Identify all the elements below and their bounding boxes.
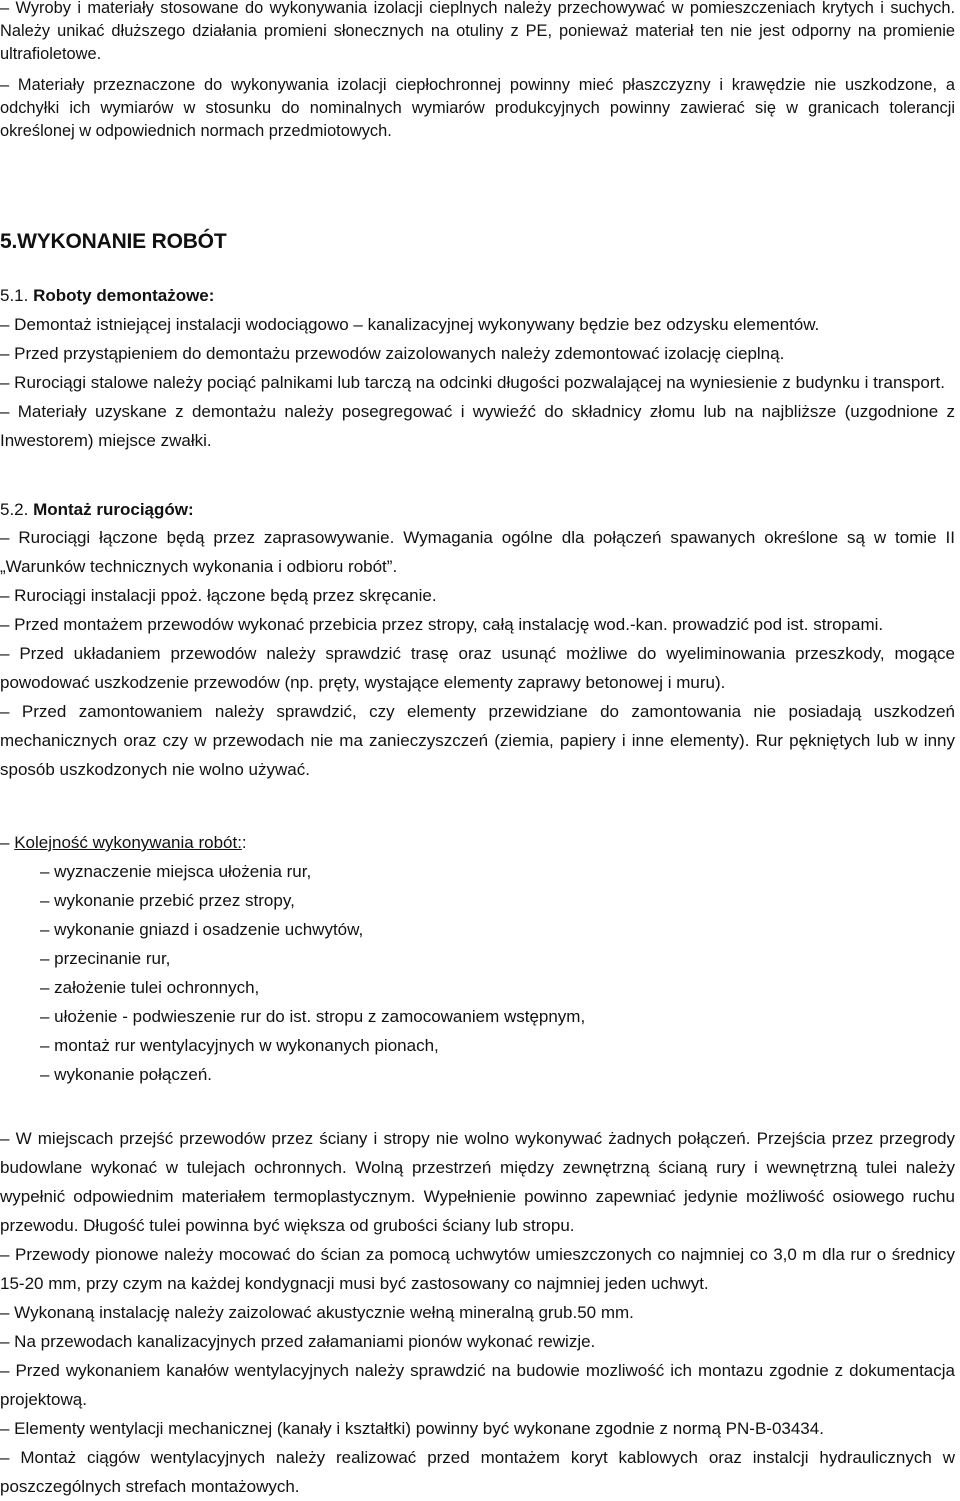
list-item: – Rurociągi łączone będą przez zaprasowywanie. Wymagania ogólne dla połączeń spawanych określone są w tomie II „Warunków technicznych wykonania i odbioru robót”. <box>0 528 955 576</box>
notes-list <box>0 1124 955 1501</box>
list-item: – Montaż ciągów wentylacyjnych należy realizować przed montażem koryt kablowych oraz instalcji hydraulicznych w poszczególnych strefach montażowych. <box>0 1448 955 1496</box>
order-item: – wykonanie gniazd i osadzenie uchwytów, <box>40 920 364 939</box>
order-colon: : <box>241 833 247 852</box>
list-item: – Elementy wentylacji mechanicznej (kanały i kształtki) powinny być wykonane zgodnie z normą PN-B-03434. <box>0 1419 824 1438</box>
list-item: – Wykonaną instalację należy zaizolować akustycznie wełną mineralną grub.50 mm. <box>0 1303 634 1322</box>
storage-paragraph: – Wyroby i materiały stosowane do wykonywania izolacji cieplnych należy przechowywać w pomieszczeniach krytych i suchych. Należy unikać dłuższego działania promieni słonecznych na otuliny z PE, ponieważ materiał ten nie jest odporny na promienie ultrafioletowe. <box>0 0 955 63</box>
order-item: – wykonanie przebić przez stropy, <box>40 891 295 910</box>
order-item: – wykonanie połączeń. <box>40 1065 213 1084</box>
list-item: – Przed układaniem przewodów należy sprawdzić trasę oraz usunąć możliwe do wyeliminowania przeszkody, mogące powodować uszkodzenie przewodów (np. pręty, wystające elementy zaprawy betonowej i muru). <box>0 644 955 692</box>
section-heading: 5.WYKONANIE ROBÓT <box>0 230 227 253</box>
subsection-heading-5-1 <box>0 284 955 307</box>
order-item: – przecinanie rur, <box>40 949 171 968</box>
list-item: – Demontaż istniejącej instalacji wodociągowo – kanalizacyjnej wykonywany będzie bez odzysku elementów. <box>0 315 820 334</box>
installation-list <box>0 523 955 784</box>
list-item: – Przewody pionowe należy mocować do ścian za pomocą uchwytów umieszczonych co najmniej co 3,0 m dla rur o średnicy 15-20 mm, przy czym na każdej kondygnacji musi być zastosowany co najmniej jeden uchwyt. <box>0 1245 955 1293</box>
subsection-label: Roboty demontażowe: <box>33 286 215 305</box>
order-item: – wyznaczenie miejsca ułożenia rur, <box>40 862 312 881</box>
subsection-number: 5.1. <box>0 286 29 305</box>
subsection-number: 5.2. <box>0 500 29 519</box>
list-item: – Na przewodach kanalizacyjnych przed załamaniami pionów wykonać rewizje. <box>0 1332 596 1351</box>
order-heading <box>0 828 955 857</box>
demolition-list <box>0 310 955 455</box>
order-title: Kolejność wykonywania robót: <box>14 833 242 852</box>
order-item: – założenie tulei ochronnych, <box>40 978 260 997</box>
list-item: – Przed zamontowaniem należy sprawdzić, czy elementy przewidziane do zamontowania nie posiadają uszkodzeń mechanicznych oraz czy w przewodach nie ma zanieczyszczeń (ziemia, papiery i inne elementy). Rur pękniętych lub w inny sposób uszkodzonych nie wolno używać. <box>0 702 955 779</box>
subsection-label: Montaż rurociągów: <box>33 500 194 519</box>
subsection-heading-5-2 <box>0 498 955 521</box>
list-item: – Przed montażem przewodów wykonać przebicia przez stropy, całą instalację wod.-kan. prowadzić pod ist. stropami. <box>0 615 884 634</box>
order-dash: – <box>0 833 15 852</box>
list-item: – Rurociągi stalowe należy pociąć palnikami lub tarczą na odcinki długości pozwalającej na wyniesienie z budynku i transport. <box>0 373 945 392</box>
order-item: – ułożenie - podwieszenie rur do ist. stropu z zamocowaniem wstępnym, <box>40 1007 586 1026</box>
list-item: – Materiały uzyskane z demontażu należy posegregować i wywieźć do składnicy złomu lub na najbliższe (uzgodnione z Inwestorem) miejsce zwałki. <box>0 402 955 450</box>
materials-paragraph: – Materiały przeznaczone do wykonywania izolacji ciepłochronnej powinny mieć płaszczyzny i krawędzie nie uszkodzone, a odchyłki ich wymiarów w stosunku do nominalnych wymiarów produkcyjnych powinny zawierać się w granicach tolerancji określonej w odpowiednich normach przedmiotowych. <box>0 76 955 140</box>
list-item: – Rurociągi instalacji ppoż. łączone będą przez skręcanie. <box>0 586 437 605</box>
list-item: – Przed wykonaniem kanałów wentylacyjnych należy sprawdzić na budowie mozliwość ich montazu zgodnie z dokumentacja projektową. <box>0 1361 955 1409</box>
list-item: – Przed przystąpieniem do demontażu przewodów zaizolowanych należy zdemontować izolację cieplną. <box>0 344 785 363</box>
order-item: – montaż rur wentylacyjnych w wykonanych pionach, <box>40 1036 439 1055</box>
list-item: – W miejscach przejść przewodów przez ściany i stropy nie wolno wykonywać żadnych połączeń. Przejścia przez przegrody budowlane wykonać w tulejach ochronnych. Wolną przestrzeń między zewnętrzną ścianą rury i wewnętrzną tulei należy wypełnić odpowiednim materiałem termoplastycznym. Wypełnienie powinno zapewniać jedynie możliwość osiowego ruchu przewodu. Długość tulei powinna być większa od grubości ściany lub stropu. <box>0 1129 955 1235</box>
